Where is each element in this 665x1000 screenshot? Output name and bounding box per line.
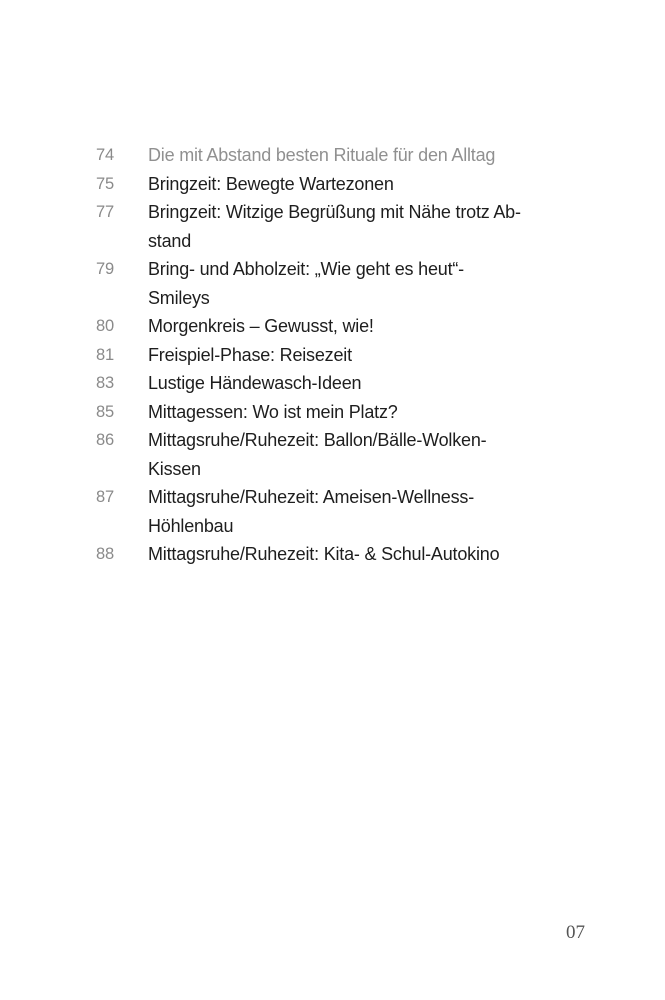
page-number: 07 xyxy=(566,922,585,943)
toc-page-number: 77 xyxy=(96,203,114,221)
toc-page-number: 88 xyxy=(96,545,114,563)
toc-entry[interactable] xyxy=(96,170,596,199)
toc-page-number: 79 xyxy=(96,260,114,278)
toc-entry[interactable] xyxy=(96,312,596,341)
toc-entry-title: Mittagessen: Wo ist mein Platz? xyxy=(148,401,398,422)
toc-entry[interactable] xyxy=(96,198,596,255)
toc-page-number: 75 xyxy=(96,174,114,193)
toc-entry[interactable] xyxy=(96,483,596,540)
toc-page-number: 74 xyxy=(96,146,114,164)
toc-entry[interactable] xyxy=(96,341,596,370)
toc-entry-title: Mittagsruhe/Ruhezeit: Ameisen-Wellness- Höhlenbau xyxy=(148,487,475,536)
toc-entry[interactable] xyxy=(96,426,596,483)
toc-entry-title: Morgenkreis – Gewusst, wie! xyxy=(148,316,374,336)
toc-entry-title: Mittagsruhe/Ruhezeit: Ballon/Bälle-Wolken- Kissen xyxy=(148,430,487,479)
toc-entry[interactable] xyxy=(96,369,596,398)
toc-entry-title: Freispiel-Phase: Reisezeit xyxy=(148,344,352,365)
toc-entry-title: Mittagsruhe/Ruhezeit: Kita- & Schul-Autokino xyxy=(148,544,500,564)
toc-entry-title: Lustige Händewasch-Ideen xyxy=(148,373,362,393)
toc-page-number: 85 xyxy=(96,402,114,421)
toc-entry[interactable] xyxy=(96,540,596,569)
toc-section-heading[interactable] xyxy=(96,141,596,170)
toc-page-number: 80 xyxy=(96,317,114,335)
table-of-contents xyxy=(96,141,596,569)
toc-page-number: 83 xyxy=(96,374,114,392)
toc-page-number: 86 xyxy=(96,431,114,449)
toc-entry-title: Die mit Abstand besten Rituale für den Alltag xyxy=(148,145,496,165)
toc-entry-title: Bringzeit: Bewegte Wartezonen xyxy=(148,173,394,194)
toc-entry-title: Bringzeit: Witzige Begrüßung mit Nähe trotz Ab- stand xyxy=(148,202,521,251)
toc-page-number: 87 xyxy=(96,488,114,506)
toc-page-number: 81 xyxy=(96,345,114,364)
toc-entry[interactable] xyxy=(96,398,596,427)
toc-entry[interactable] xyxy=(96,255,596,312)
toc-entry-title: Bring- und Abholzeit: „Wie geht es heut“- Smileys xyxy=(148,259,464,308)
